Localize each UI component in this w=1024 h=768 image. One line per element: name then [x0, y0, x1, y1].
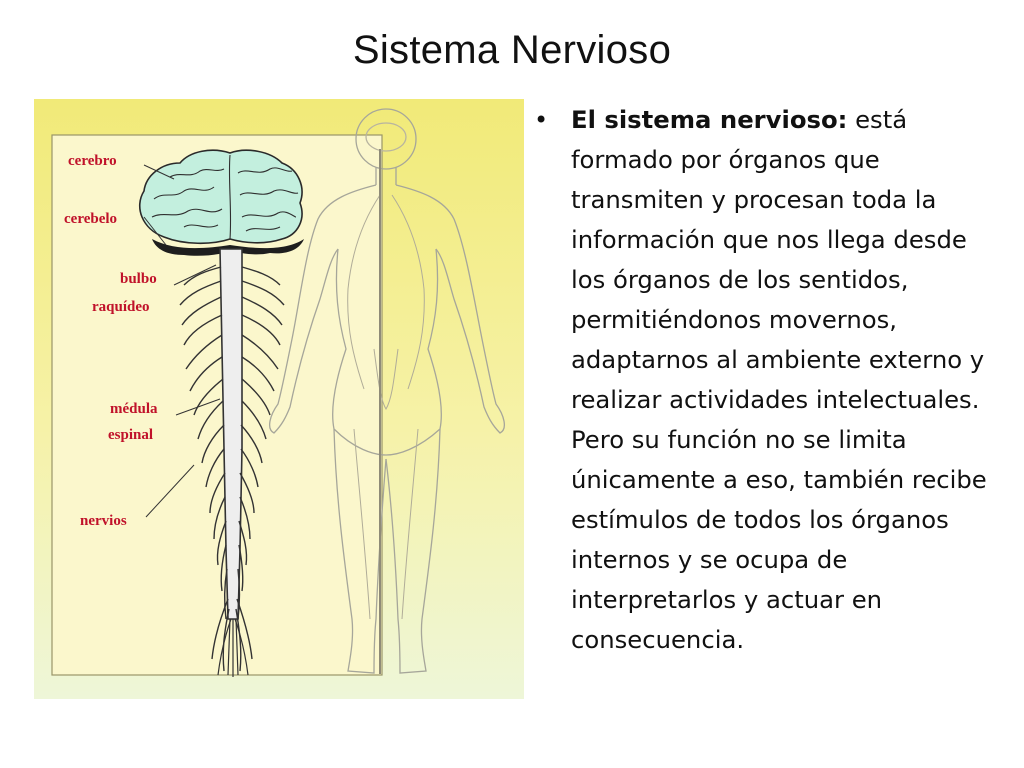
- label-espinal: espinal: [108, 427, 154, 443]
- label-cerebro: cerebro: [68, 153, 117, 169]
- label-raquideo: raquídeo: [92, 299, 150, 315]
- nervous-system-diagram: [34, 99, 524, 699]
- slide-title: Sistema Nervioso: [352, 28, 672, 72]
- bullet-body: está formado por órganos que transmiten y procesan toda la información que nos llega desde los órganos de los sentidos, permitiéndonos movernos, adaptarnos al ambiente externo y realizar actividades intelectuales. Pero su función no se limita únicamente a eso, también recibe estímulos de todos los órganos internos y se ocupa de interpretarlos y actuar en consecuencia.: [571, 105, 987, 654]
- label-nervios: nervios: [80, 513, 127, 529]
- nervous-system-illustration: [34, 99, 524, 699]
- label-cerebelo: cerebelo: [64, 211, 118, 227]
- bullet-item: [534, 100, 1004, 660]
- bullet-marker: •: [534, 106, 549, 134]
- label-bulbo: bulbo: [120, 271, 157, 287]
- description-text: [534, 100, 1004, 660]
- label-medula: médula: [110, 401, 158, 417]
- bullet-lead: El sistema nervioso:: [571, 105, 848, 134]
